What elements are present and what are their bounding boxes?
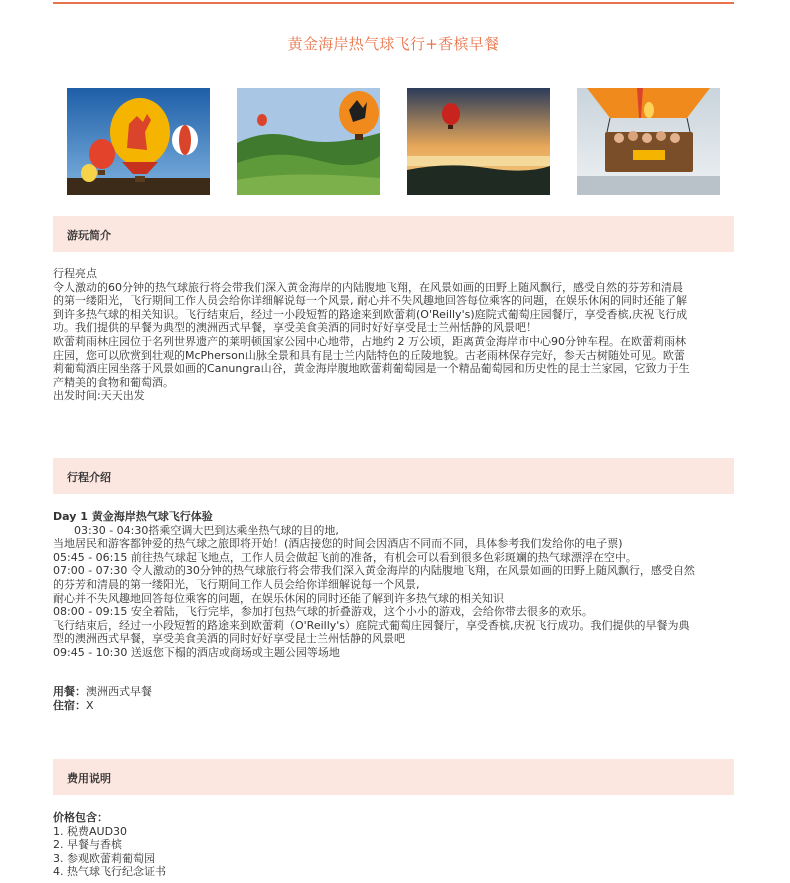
itinerary-content	[53, 510, 734, 660]
itinerary-line: 05:45 - 06:15 前往热气球起飞地点，工作人员会做起飞前的准备，有机会可以看到很多色彩斑斓的热气球漂浮在空中。	[53, 550, 637, 564]
photo-gallery	[67, 88, 721, 195]
fee-item: 2. 早餐与香槟	[53, 838, 122, 852]
itinerary-line: 07:00 - 07:30 令人激动的30分钟的热气球旅行将会带我们深入黄金海岸的内陆腹地飞翔，在风景如画的田野上随风飘行，感受自然	[53, 564, 695, 578]
fee-item: 3. 参观欧蕾莉葡萄园	[53, 851, 155, 865]
itinerary-line: 耐心并不失风趣地回答每位乘客的问题，在娱乐休闲的同时还能了解到许多热气球的相关知识	[53, 591, 504, 605]
page-title: 黄金海岸热气球飞行+香槟早餐	[287, 35, 500, 53]
photo-green-valley[interactable]	[237, 88, 380, 195]
intro-line: 行程亮点	[53, 267, 97, 280]
intro-content	[53, 267, 734, 403]
fee-item: 4. 热气球飞行纪念证书	[53, 865, 166, 879]
meal-label: 用餐：	[53, 685, 86, 698]
meal-value: 澳洲西式早餐	[86, 685, 152, 698]
intro-line: 欧蕾莉雨林庄园位于名列世界遗产的莱明顿国家公园中心地带，占地约 2 万公顷，距离黄金海岸市中心90分钟车程。在欧蕾莉雨林	[53, 334, 686, 348]
itinerary-line: 09:45 - 10:30 送返您下榻的酒店或商场或主题公园等场地	[53, 645, 340, 659]
section-title-itinerary: 行程介绍	[67, 471, 111, 484]
stay-value: X	[86, 698, 94, 712]
fee-item: 1. 税费AUD30	[53, 824, 128, 838]
itinerary-line: 的芬芳和清晨的第一缕阳光，飞行期间工作人员会给你详细解说每一个风景,	[53, 577, 420, 591]
section-header-fees	[53, 759, 734, 795]
top-divider	[53, 2, 734, 4]
itinerary-line: 型的澳洲西式早餐，享受美食美酒的同时好好享受昆士兰州恬静的风景吧	[53, 632, 405, 646]
departure-time: 出发时间:天天出发	[53, 389, 145, 403]
day-heading: Day 1 黄金海岸热气球飞行体验	[53, 510, 213, 523]
fees-content	[53, 811, 734, 879]
section-title-fees: 费用说明	[67, 772, 111, 785]
meal-info	[53, 685, 734, 712]
stay-label: 住宿：	[53, 698, 86, 712]
section-header-itinerary	[53, 458, 734, 494]
price-includes-label: 价格包含：	[53, 811, 108, 824]
photo-sunrise-balloon[interactable]	[407, 88, 550, 195]
itinerary-line: 08:00 - 09:15 安全着陆，飞行完毕，参加打包热气球的折叠游戏，这个小小的游戏，会给你带去很多的欢乐。	[53, 605, 593, 619]
intro-line: 庄园，您可以欣赏到壮观的McPherson山脉全景和具有昆士兰内陆特色的丘陵地貌。古老雨林保存完好，参天古树随处可见。欧蕾	[53, 348, 685, 362]
itinerary-line: 03:30 - 04:30搭乘空调大巴到达乘坐热气球的目的地,	[74, 523, 339, 537]
intro-line: 产精美的食物和葡萄酒。	[53, 375, 174, 389]
itinerary-line: 当地居民和游客都钟爱的热气球之旅即将开始！(酒店接您的时间会因酒店不同而不同，具体参考我们发给你的电子票)	[53, 537, 623, 551]
intro-line: 功。我们提供的早餐为典型的澳洲西式早餐，享受美食美酒的同时好好享受昆士兰州恬静的风景吧！	[53, 321, 537, 335]
intro-line: 莉葡萄酒庄园坐落于风景如画的Canungra山谷，黄金海岸腹地欧蕾莉葡萄园是一个精品葡萄园和历史性的昆士兰家园，它致力于生	[53, 362, 690, 376]
photo-basket-passengers[interactable]	[577, 88, 720, 195]
section-header-intro	[53, 216, 734, 252]
section-title-intro: 游玩简介	[67, 229, 111, 242]
intro-line: 到许多热气球的相关知识。飞行结束后，经过一小段短暂的路途来到欧蕾莉(O'Reilly's)庭院式葡萄庄园餐厅，享受香槟,庆祝飞行成	[53, 307, 688, 321]
photo-kangaroo-balloon[interactable]	[67, 88, 210, 195]
itinerary-line: 飞行结束后，经过一小段短暂的路途来到欧蕾莉（O'Reilly's）庭院式葡萄庄园餐厅，享受香槟,庆祝飞行成功。我们提供的早餐为典	[53, 618, 690, 632]
intro-line: 令人激动的60分钟的热气球旅行将会带我们深入黄金海岸的内陆腹地飞翔，在风景如画的田野上随风飘行，感受自然的芬芳和清晨	[53, 280, 683, 294]
intro-line: 的第一缕阳光，飞行期间工作人员会给你详细解说每一个风景, 耐心并不失风趣地回答每位乘客的问题，在娱乐休闲的同时还能了解	[53, 294, 687, 308]
